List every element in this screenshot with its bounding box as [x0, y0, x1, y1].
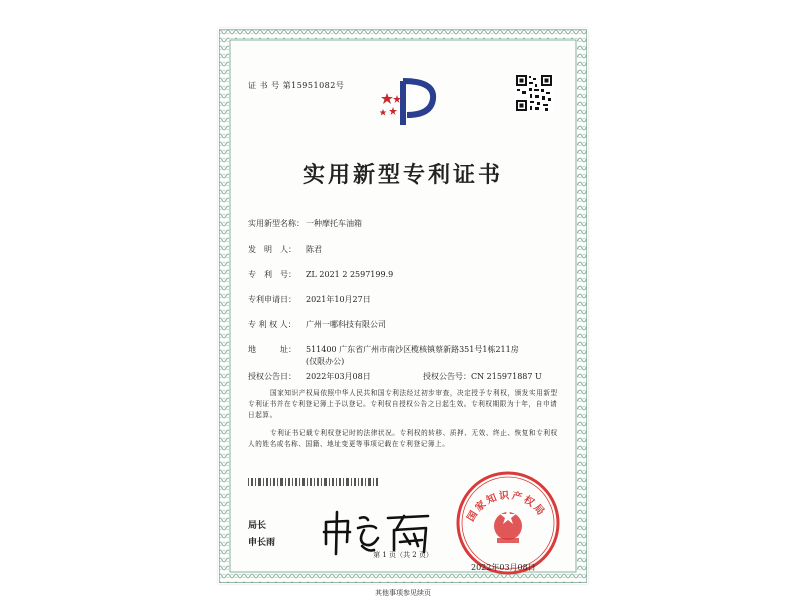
field-grant-date: 授权公告日： 2022年03月08日 — [248, 372, 371, 381]
seal-date: 2022年03月08日 — [471, 563, 536, 572]
certificate-title: 实用新型专利证书 — [302, 162, 503, 188]
address-line-2: (仅限办公) — [306, 357, 345, 366]
certificate-number: 证 书 号 第15951082号 — [248, 81, 345, 90]
legal-status-paragraph: 专利证书记载专利权登记时的法律状况。专利权的转移、质押、无效、终止、恢复和专利权人的姓名或名称、国籍、地址变更等事项记载在专利登记簿上。 — [248, 429, 558, 448]
field-address: 地 址： 511400 广东省广州市南沙区榄核镇蔡新路351号1栋211房 — [248, 345, 519, 354]
field-patent-number: 专 利 号： ZL 2021 2 2597199.9 — [248, 270, 394, 279]
barcode-icon — [248, 478, 378, 486]
footer-note: 其他事项参见续页 — [375, 589, 431, 597]
director-name: 申长雨 — [248, 538, 276, 548]
patent-certificate — [218, 28, 588, 597]
field-patentee: 专 利 权 人： 广州一哪科技有限公司 — [248, 320, 386, 329]
field-inventor: 发 明 人： 陈君 — [248, 245, 322, 254]
page-number: 第 1 页（共 2 页） — [373, 551, 433, 559]
field-utility-model-name: 实用新型名称： 一种摩托车油箱 — [248, 219, 362, 228]
grant-paragraph: 国家知识产权局依照中华人民共和国专利法经过初步审查，决定授予专利权，颁发实用新型专利证书并在专利登记簿上予以登记。专利权自授权公告之日起生效。专利权期限为十年，自申请日起算。 — [248, 389, 558, 419]
svg-text:国家知识产权局: 国家知识产权局 — [465, 490, 548, 524]
cnipa-logo-icon — [373, 73, 443, 133]
field-application-date: 专利申请日： 2021年10月27日 — [248, 295, 371, 304]
announcement-number: 授权公告号：CN 215971887 U — [423, 372, 542, 381]
director-title: 局长 — [248, 521, 267, 531]
qr-code-icon — [515, 74, 553, 112]
